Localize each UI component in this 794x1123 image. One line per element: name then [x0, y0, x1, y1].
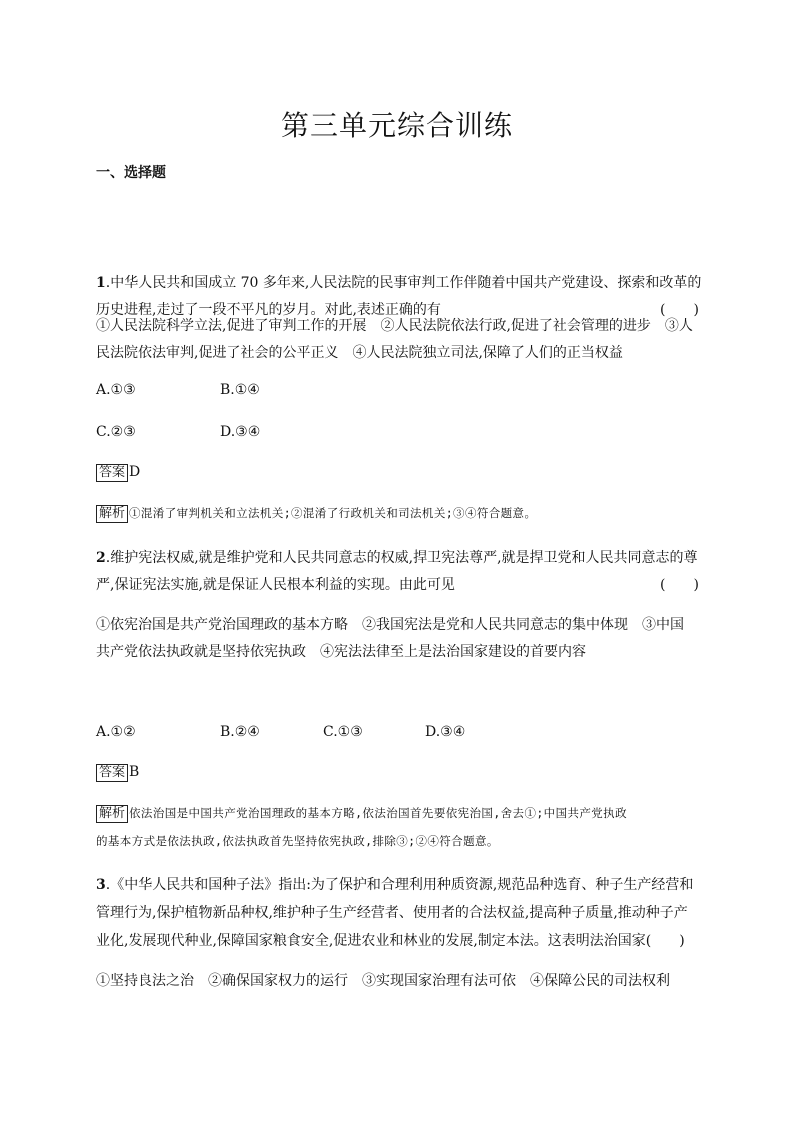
question-1-statements-line-1: ①人民法院科学立法,促进了审判工作的开展 ②人民法院依法行政,促进了社会管理的进步 ③人 — [96, 318, 693, 334]
page-title: 第三单元综合训练 — [280, 109, 513, 142]
question-2-option-a: A.①② — [96, 724, 136, 740]
question-2-answer-value: B — [129, 764, 140, 780]
question-2-stem-line-2: 严,保证宪法实施,就是保证人民根本利益的实现。由此可见 — [96, 577, 455, 593]
question-2-number: 2 — [96, 550, 106, 566]
question-3-stem-text: .《中华人民共和国种子法》指出:为了保护和合理利用种质资源,规范品种选育、种子生产经营和 — [105, 877, 694, 893]
question-2-statements-line-1: ①依宪治国是共产党治国理政的基本方略 ②我国宪法是党和人民共同意志的集中体现 ③中国 — [96, 617, 684, 633]
question-1-stem-text: .中华人民共和国成立 70 多年来,人民法院的民事审判工作伴随着中国共产党建设、探索和改革的 — [105, 275, 702, 291]
question-2-explanation-row-1 — [96, 805, 627, 823]
answer-label: 答案 — [96, 764, 128, 782]
question-1-stem-line-2: 历史进程,走过了一段不平凡的岁月。对此,表述正确的有 — [96, 302, 441, 318]
question-2-statements-line-2: 共产党依法执政就是坚持依宪执政 ④宪法法律至上是法治国家建设的首要内容 — [96, 644, 586, 660]
question-2-explanation-text-1: 依法治国是中国共产党治国理政的基本方略,依法治国首先要依宪治国,舍去①;中国共产党执政 — [129, 806, 627, 820]
question-1-stem-line-1 — [96, 272, 701, 292]
question-2-answer-row — [96, 764, 139, 782]
question-3-stem-line-2: 管理行为,保护植物新品种权,维护种子生产经营者、使用者的合法权益,提高种子质量,推动种子产 — [96, 905, 688, 921]
question-1-explanation-row — [96, 505, 536, 523]
question-1-option-a: A.①③ — [96, 382, 136, 398]
question-1-answer-value: D — [129, 464, 141, 480]
question-1-number: 1 — [96, 275, 106, 291]
question-1-explanation-text: ①混淆了审判机关和立法机关;②混淆了行政机关和司法机关;③④符合题意。 — [129, 506, 537, 520]
question-3-number: 3 — [96, 877, 106, 893]
question-1-answer-row — [96, 464, 140, 482]
question-3-statements-line-1: ①坚持良法之治 ②确保国家权力的运行 ③实现国家治理有法可依 ④保障公民的司法权利 — [96, 973, 670, 989]
question-1-option-c: C.②③ — [96, 424, 136, 440]
question-2-explanation-text-2: 的基本方式是依法执政,依法执政首先坚持依宪执政,排除③;②④符合题意。 — [96, 834, 499, 848]
answer-label: 答案 — [96, 464, 128, 482]
question-1-option-d: D.③④ — [220, 424, 261, 440]
question-3-stem-line-3: 业化,发展现代种业,保障国家粮食安全,促进农业和林业的发展,制定本法。这表明法治国家( ) — [96, 933, 685, 949]
question-2-option-b: B.②④ — [220, 724, 260, 740]
explanation-label: 解析 — [96, 805, 128, 823]
question-1-answer-paren: ( ) — [660, 302, 699, 318]
question-1-option-b: B.①④ — [220, 382, 260, 398]
question-2-answer-paren: ( ) — [660, 577, 699, 593]
section-heading: 一、选择题 — [96, 165, 166, 181]
question-2-option-c: C.①③ — [323, 724, 363, 740]
question-3-stem-line-1 — [96, 874, 693, 894]
question-2-stem-text: .维护宪法权威,就是维护党和人民共同意志的权威,捍卫宪法尊严,就是捍卫党和人民共同意志的尊 — [105, 550, 698, 566]
explanation-label: 解析 — [96, 505, 128, 523]
question-1-statements-line-2: 民法院依法审判,促进了社会的公平正义 ④人民法院独立司法,保障了人们的正当权益 — [96, 345, 623, 361]
question-2-stem-line-1 — [96, 547, 698, 567]
question-2-option-d: D.③④ — [425, 724, 466, 740]
